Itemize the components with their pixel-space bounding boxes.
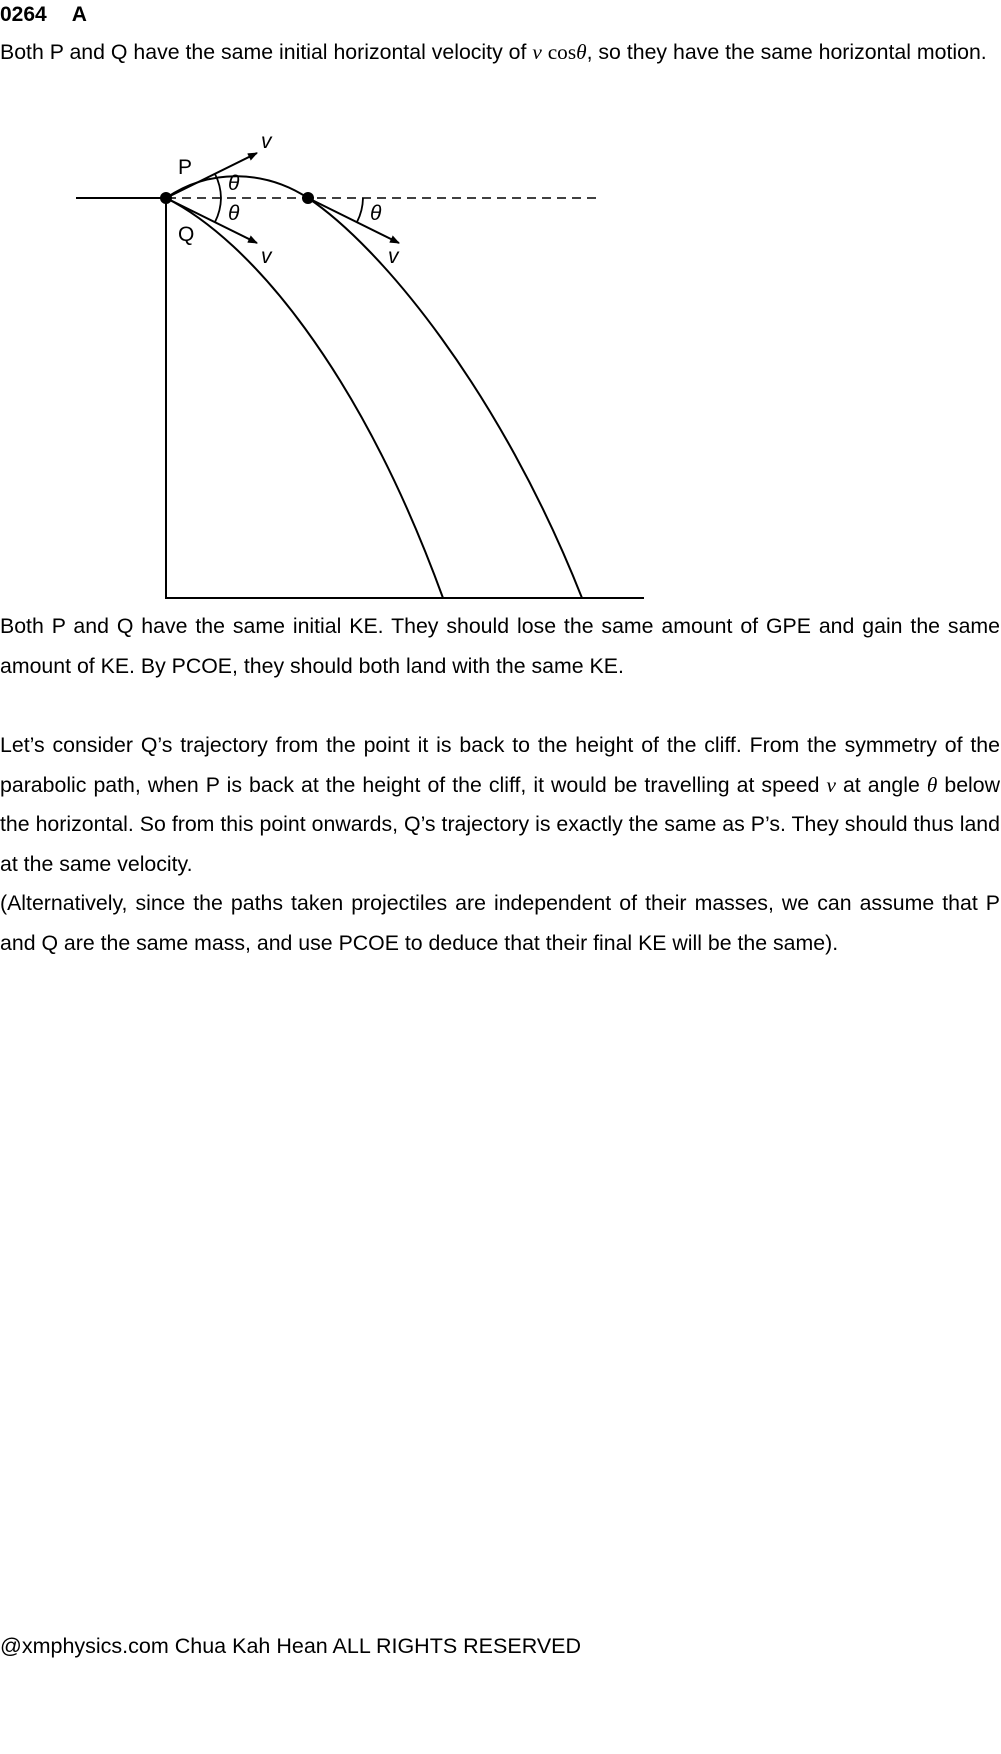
label-theta-q: θ <box>228 202 240 225</box>
p1-theta-symbol: θ <box>576 40 587 64</box>
p3-v-symbol: v <box>826 772 836 797</box>
p3-text-a: Let’s consider Q’s trajectory from the point it is back to the height of the cliff. From the symmetry of the parabolic path, when P is back at the height of the cliff, it would be travelling at speed <box>0 733 1000 797</box>
paragraph-symmetry <box>0 726 1000 884</box>
angle-arc-return <box>357 198 363 222</box>
question-number: 0264 <box>0 3 47 26</box>
label-v-q: v <box>261 245 272 268</box>
paragraph-horizontal-velocity <box>0 33 1000 73</box>
p1-text-before: Both P and Q have the same initial horizontal velocity of <box>0 40 533 64</box>
p3-text-b: at angle <box>835 772 927 797</box>
p3-text-c: below the horizontal. So from this point onwards, Q’s trajectory is exactly the same as P’s. They should thus land at the same velocity. <box>0 772 1001 876</box>
p1-cos-fn: cos <box>547 40 577 64</box>
label-p: P <box>178 156 193 179</box>
trajectory-p-curve <box>166 176 582 598</box>
label-theta-return: θ <box>370 202 382 225</box>
label-theta-p: θ <box>228 172 240 195</box>
copyright-footer: @xmphysics.com Chua Kah Hean ALL RIGHTS RESERVED <box>0 1634 582 1658</box>
paragraph-energy: Both P and Q have the same initial KE. They should lose the same amount of GPE and gain the same amount of KE. By PCOE, they should both land with the same KE. <box>0 614 1000 678</box>
p1-v-symbol: v <box>532 40 542 64</box>
label-v-return: v <box>388 245 399 268</box>
question-heading <box>0 1 87 29</box>
label-q: Q <box>178 223 195 246</box>
paragraph-alternative: (Alternatively, since the paths taken projectiles are independent of their masses, we can assume that P and Q are the same mass, and use PCOE to deduce that their final KE will be the same). <box>0 891 1000 955</box>
trajectory-q-curve <box>166 198 443 598</box>
projectile-diagram <box>0 120 660 605</box>
label-v-p: v <box>261 130 272 153</box>
p1-text-after: , so they have the same horizontal motion. <box>586 40 987 64</box>
angle-arc-q <box>215 198 221 222</box>
p3-theta-symbol: θ <box>926 772 938 797</box>
answer-letter: A <box>71 3 87 26</box>
